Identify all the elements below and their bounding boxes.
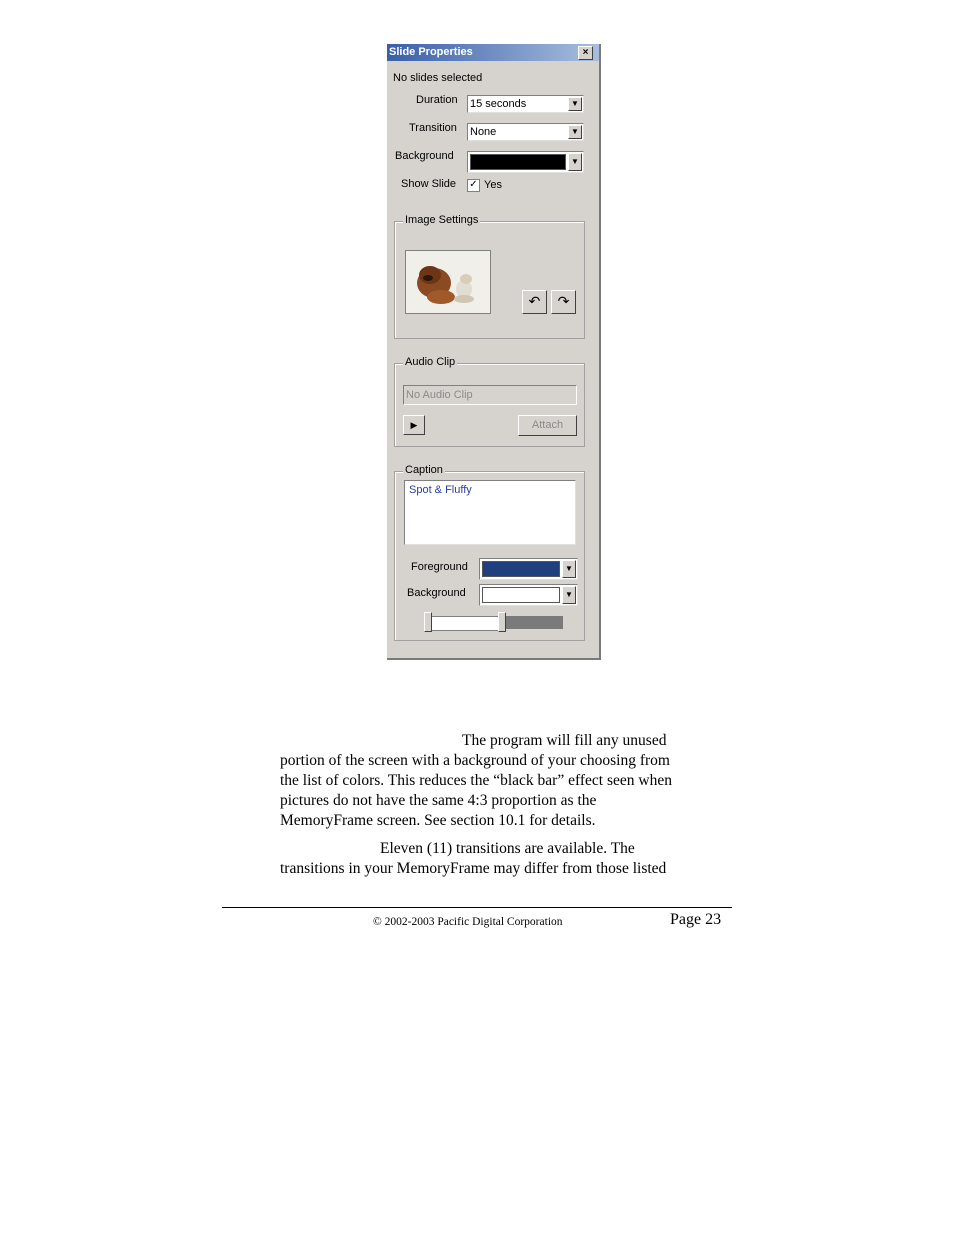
foreground-color-picker[interactable] (479, 558, 578, 580)
image-settings-title: Image Settings (405, 214, 479, 226)
background-color-swatch (470, 154, 566, 170)
paragraph-2-line-1: Eleven (11) transitions are available. The (380, 840, 635, 857)
caption-slider-handle-right[interactable] (498, 612, 506, 632)
dialog-title: Slide Properties (387, 44, 599, 61)
rotate-right-icon[interactable]: ↷ (551, 290, 576, 314)
chevron-down-icon[interactable]: ▼ (568, 97, 582, 111)
background-color-picker[interactable] (467, 151, 584, 173)
caption-slider-track-left (427, 616, 505, 631)
duration-select[interactable] (467, 95, 584, 113)
transition-label: Transition (409, 122, 457, 134)
close-icon[interactable]: × (578, 46, 593, 60)
duration-label: Duration (416, 94, 458, 106)
footer-rule (222, 907, 732, 908)
attach-button[interactable]: Attach (518, 415, 577, 436)
image-thumbnail (405, 250, 491, 314)
page-number: Page 23 (670, 911, 722, 928)
caption-slider-handle-left[interactable] (424, 612, 432, 632)
caption-background-label: Background (407, 587, 466, 599)
caption-textarea[interactable]: Spot & Fluffy (404, 480, 576, 545)
background-label: Background (395, 150, 454, 162)
chevron-down-icon[interactable]: ▼ (568, 153, 582, 171)
chevron-down-icon[interactable]: ▼ (562, 560, 576, 578)
caption-background-color-swatch (482, 587, 560, 603)
paragraph-2-line-2: transitions in your MemoryFrame may differ from those listed (280, 860, 667, 877)
paragraph-1-line-1: The program will fill any unused (462, 732, 667, 749)
foreground-label: Foreground (411, 561, 468, 573)
show-slide-checkbox[interactable]: ✓ (467, 179, 480, 192)
audio-clip-title: Audio Clip (405, 356, 456, 368)
paragraph-1-line-5: MemoryFrame screen. See section 10.1 for details. (280, 812, 596, 829)
audio-clip-field: No Audio Clip (403, 385, 577, 405)
play-icon[interactable]: ▶ (403, 415, 425, 435)
footer-copyright: © 2002-2003 Pacific Digital Corporation (373, 916, 563, 928)
show-slide-yes: Yes (484, 179, 502, 191)
audio-clip-group (394, 356, 585, 447)
caption-background-color-picker[interactable] (479, 584, 578, 606)
image-settings-group (394, 214, 585, 339)
rotate-left-icon[interactable]: ↶ (522, 290, 547, 314)
transition-value: None (470, 126, 497, 138)
foreground-color-swatch (482, 561, 560, 577)
caption-title: Caption (405, 464, 443, 476)
caption-group (394, 464, 585, 641)
transition-select[interactable] (467, 123, 584, 141)
slide-properties-dialog (387, 44, 601, 660)
chevron-down-icon[interactable]: ▼ (568, 125, 582, 139)
caption-slider-track-right (505, 616, 563, 629)
paragraph-1-line-2: portion of the screen with a background of your choosing from (280, 752, 670, 769)
chevron-down-icon[interactable]: ▼ (562, 586, 576, 604)
paragraph-1-line-4: pictures do not have the same 4:3 proportion as the (280, 792, 597, 809)
duration-value: 15 seconds (470, 98, 527, 110)
show-slide-label: Show Slide (401, 178, 457, 190)
selection-status: No slides selected (393, 72, 483, 84)
paragraph-1-line-3: the list of colors. This reduces the “black bar” effect seen when (280, 772, 672, 789)
